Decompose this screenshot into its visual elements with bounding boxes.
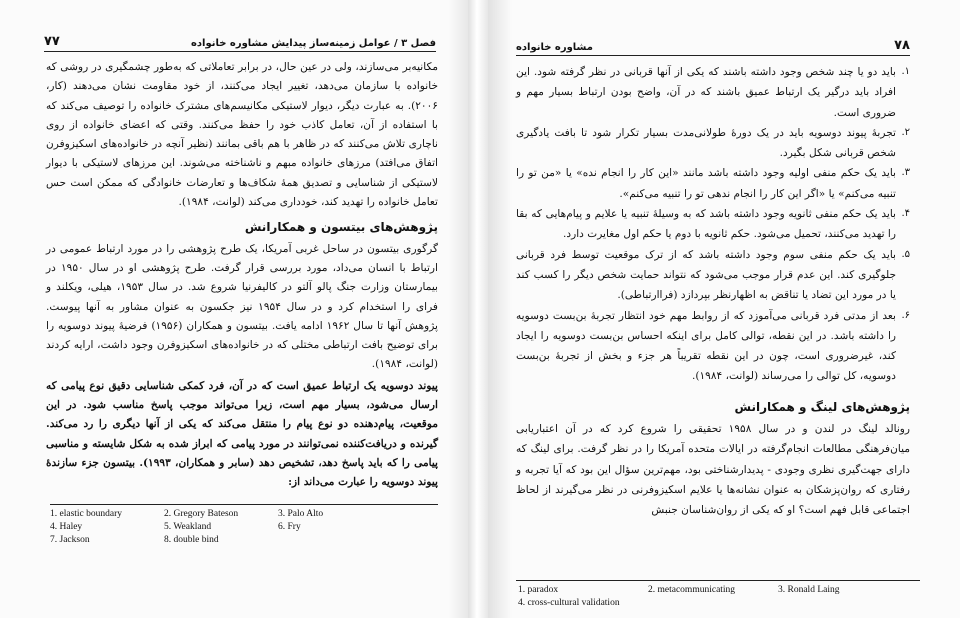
footnote: 4. Haley xyxy=(50,522,83,532)
list-number: ۵. xyxy=(901,248,910,260)
list-text: باید دو یا چند شخص وجود داشته باشند که یکی از آنها قربانی در نظر گرفته شود. این افراد باید درگیر یک ارتباط عمیق باشند که در آن، واضح بودن ارتباط بسیار مهم و ضروری است. xyxy=(516,66,896,119)
footnote xyxy=(778,597,908,610)
footnote-row xyxy=(518,597,908,610)
list-number: ۱. xyxy=(901,66,910,77)
list-text: تجربهٔ پیوند دوسویه باید در یک دورهٔ طولانی‌مدت بسیار تکرار شود تا بافت یادگیری شخص قربانی شکل بگیرد. xyxy=(516,126,896,160)
right-footnotes xyxy=(518,584,908,610)
book-gutter xyxy=(468,0,488,618)
footnote xyxy=(278,534,392,547)
bateson-section-title: پژوهش‌های بیتسون و همکارانش xyxy=(244,220,438,235)
footnote: 5. Weakland xyxy=(164,522,212,532)
footnote-row xyxy=(50,508,392,521)
right-running-title: مشاوره خانواده xyxy=(516,42,593,53)
bateson-section-paragraph: گرگوری بیتسون در ساحل غربی آمریکا، یک طرح پژوهشی را در مورد ارتباط عمومی در ارتباط با انسان می‌داد، مورد بررسی قرار گرفت. طرح پژوهشی او در سال ۱۹۵۰ در بیمارستان وزارت جنگ پالو آلتو در کالیفرنیا شروع شد. در سال ۱۹۵۳، هیلی، ویکلند و فرای را استخدام کرد و در سال ۱۹۵۴ نیز جکسون به عنوان مشاور به آنها پیوست. پژوهش آنها تا سال ۱۹۶۲ ادامه یافت. بیتسون و همکاران (۱۹۵۶) فرضیهٔ پیوند دوسویه را برای توضیح بافت ارتباطی مختلی که در خانواده‌های اسکیزوفرن وجود داشت، ارایه کردند (لوانت، ۱۹۸۴). xyxy=(46,242,439,371)
left-page-number: ۷۷ xyxy=(44,34,60,49)
list-item xyxy=(516,62,910,123)
list-text: باید یک حکم منفی اولیه وجود داشته باشد مانند «این کار را انجام نده» یا «من تو را تنبیه می‌کنم» یا «اگر این کار را انجام ندهی تو را تنبیه می‌کنم». xyxy=(516,167,896,200)
double-bind-paragraph: پیوند دوسویه یک ارتباط عمیق است که در آن، فرد کمکی شناسایی دقیق نوع پیامی که ارسال می‌شود، بسیار مهم است، زیرا می‌تواند موجب پاسخ مناسب شود. در این موقعیت، پیام‌دهنده دو نوع پیام را منتقل می‌کند که یکی از آنها دیگری را رد می‌کند. گیرنده و دریافت‌کننده نمی‌توانند در مورد پیامی که ابراز شده به شکل شایسته و مناسبی پیامی را که باید پاسخ دهد، تشخیص دهد (سابر و همکاران، ۱۹۹۳). بیتسون جزء سازندهٔ پیوند دوسویه را عبارت می‌داند از: xyxy=(46,379,438,489)
right-page-shadow xyxy=(488,0,512,618)
right-footnote-rule xyxy=(516,580,920,581)
footnote: 6. Fry xyxy=(278,522,301,532)
laing-section-title: پژوهش‌های لینگ و همکارانش xyxy=(734,399,910,414)
footnote xyxy=(648,597,778,610)
left-footnotes xyxy=(50,508,392,547)
left-page xyxy=(0,0,468,618)
right-page-header xyxy=(516,38,910,56)
left-page-body xyxy=(46,58,438,493)
footnote-row xyxy=(50,521,392,534)
left-intro-paragraph: مکانیه‌بر می‌سازند، ولی در عین حال، در برابر تعاملاتی که به‌طور چشمگیری در روشی که خانواده با سازمان می‌دهد، تغییر ایجاد می‌کنند، از خود مقاومت نشان می‌دهند (کار، ۲۰۰۶). به عبارت دیگر، دیوار لاستیکی مکانیسم‌های مشترک خانواده را توصیف می‌کند که با استفاده از آن، تعامل کاذب خود را حفظ می‌کنند. وقتی که اعضای خانواده از روی ناچاری تلاش می‌کنند که در ظاهر با هم باقی بمانند (نظیر آنچه در خانواده‌های اسکیزوفرن اتفاق می‌افتد) مرزهای خانواده مبهم و ناشناخته می‌شوند. این مرزهای لاستیکی با دیوار لاستیکی از شناسایی و تصدیق همهٔ شکاف‌ها و تعارضات خانوادگی که ممکن است حس تعامل خانواده را تهدید کند، خودداری می‌کند (لوانت، ۱۹۸۴). xyxy=(46,61,438,209)
list-text: باید یک حکم منفی سوم وجود داشته باشد که از ترک موقعیت توسط فرد قربانی جلوگیری کند. این عدم قرار موجب می‌شود که نتواند حمایت شخص دیگر را کسب کند یا در مورد این تضاد یا تناقض به اظهارنظر بپردازد (فراارتباطی). xyxy=(516,248,896,302)
left-footnote-rule xyxy=(50,504,438,505)
list-item xyxy=(516,123,910,164)
right-page-body xyxy=(516,62,910,521)
left-running-title: فصل ۳ / عوامل زمینه‌ساز پیدایش مشاوره خانواده xyxy=(190,38,436,49)
footnote: 4. cross-cultural validation xyxy=(518,598,620,608)
footnote: 3. Ronald Laing xyxy=(778,585,840,595)
double-bind-conditions-list xyxy=(516,62,910,387)
list-number: ۶. xyxy=(901,309,910,321)
footnote: 1. paradox xyxy=(518,585,559,595)
footnote: 2. metacommunicating xyxy=(648,585,736,595)
list-number: ۳. xyxy=(901,167,910,179)
list-item xyxy=(516,306,910,387)
footnote-row xyxy=(518,584,908,597)
left-page-header xyxy=(44,34,436,52)
list-item xyxy=(516,163,910,204)
footnote: 8. double bind xyxy=(164,535,219,545)
list-number: ۴. xyxy=(901,208,910,220)
list-item xyxy=(516,204,910,245)
footnote: 3. Palo Alto xyxy=(278,509,324,519)
footnote: 7. Jackson xyxy=(50,535,90,545)
footnote: 2. Gregory Bateson xyxy=(164,509,239,519)
right-page xyxy=(488,0,960,618)
right-page-number: ۷۸ xyxy=(894,38,910,53)
list-text: بعد از مدتی فرد قربانی می‌آموزد که از روابط مهم خود انتظار تجربهٔ بن‌بست دوسویه را داشته باشد. در این نقطه، توالی کامل برای اینکه احساس بن‌بست دوسویه را ایجاد کند، غیرضروری است، چون در این نقطه تقریباً هر جزء و بخش از تجربهٔ بن‌بست دوسویه، کل توالی را می‌رساند (لوانت، ۱۹۸۴). xyxy=(516,309,896,383)
left-page-shadow xyxy=(448,0,468,618)
list-number: ۲. xyxy=(901,126,910,138)
footnote: 1. elastic boundary xyxy=(50,509,123,519)
laing-section-paragraph: رونالد لینگ در لندن و در سال ۱۹۵۸ تحقیقی را شروع کرد که در آن اعتباریابی میان‌فرهنگی مطالعات انجام‌گرفته در ایالات متحده آمریکا را در نظر گرفت. برای لینگ که دارای جهت‌گیری نظری وجودی - پدیدارشناختی بود، مهم‌ترین سؤال این بود که آیا تجربه و رفتاری که روان‌پزشکان به عنوان نشانه‌ها یا علایم اسکیزوفرنی در نظر می‌گیرند از لحاظ اجتماعی قابل فهم است؟ او که یکی از روان‌شناسان جنبش xyxy=(516,423,910,517)
list-item xyxy=(516,245,910,306)
list-text: باید یک حکم منفی ثانویه وجود داشته باشد که به وسیلهٔ تنبیه یا علایم و پیام‌هایی که بقا را تهدید می‌کنند، تحمیل می‌شود. حکم ثانویه با دوم یا حکم اول مغایرت دارد. xyxy=(516,208,896,241)
footnote-row xyxy=(50,534,392,547)
